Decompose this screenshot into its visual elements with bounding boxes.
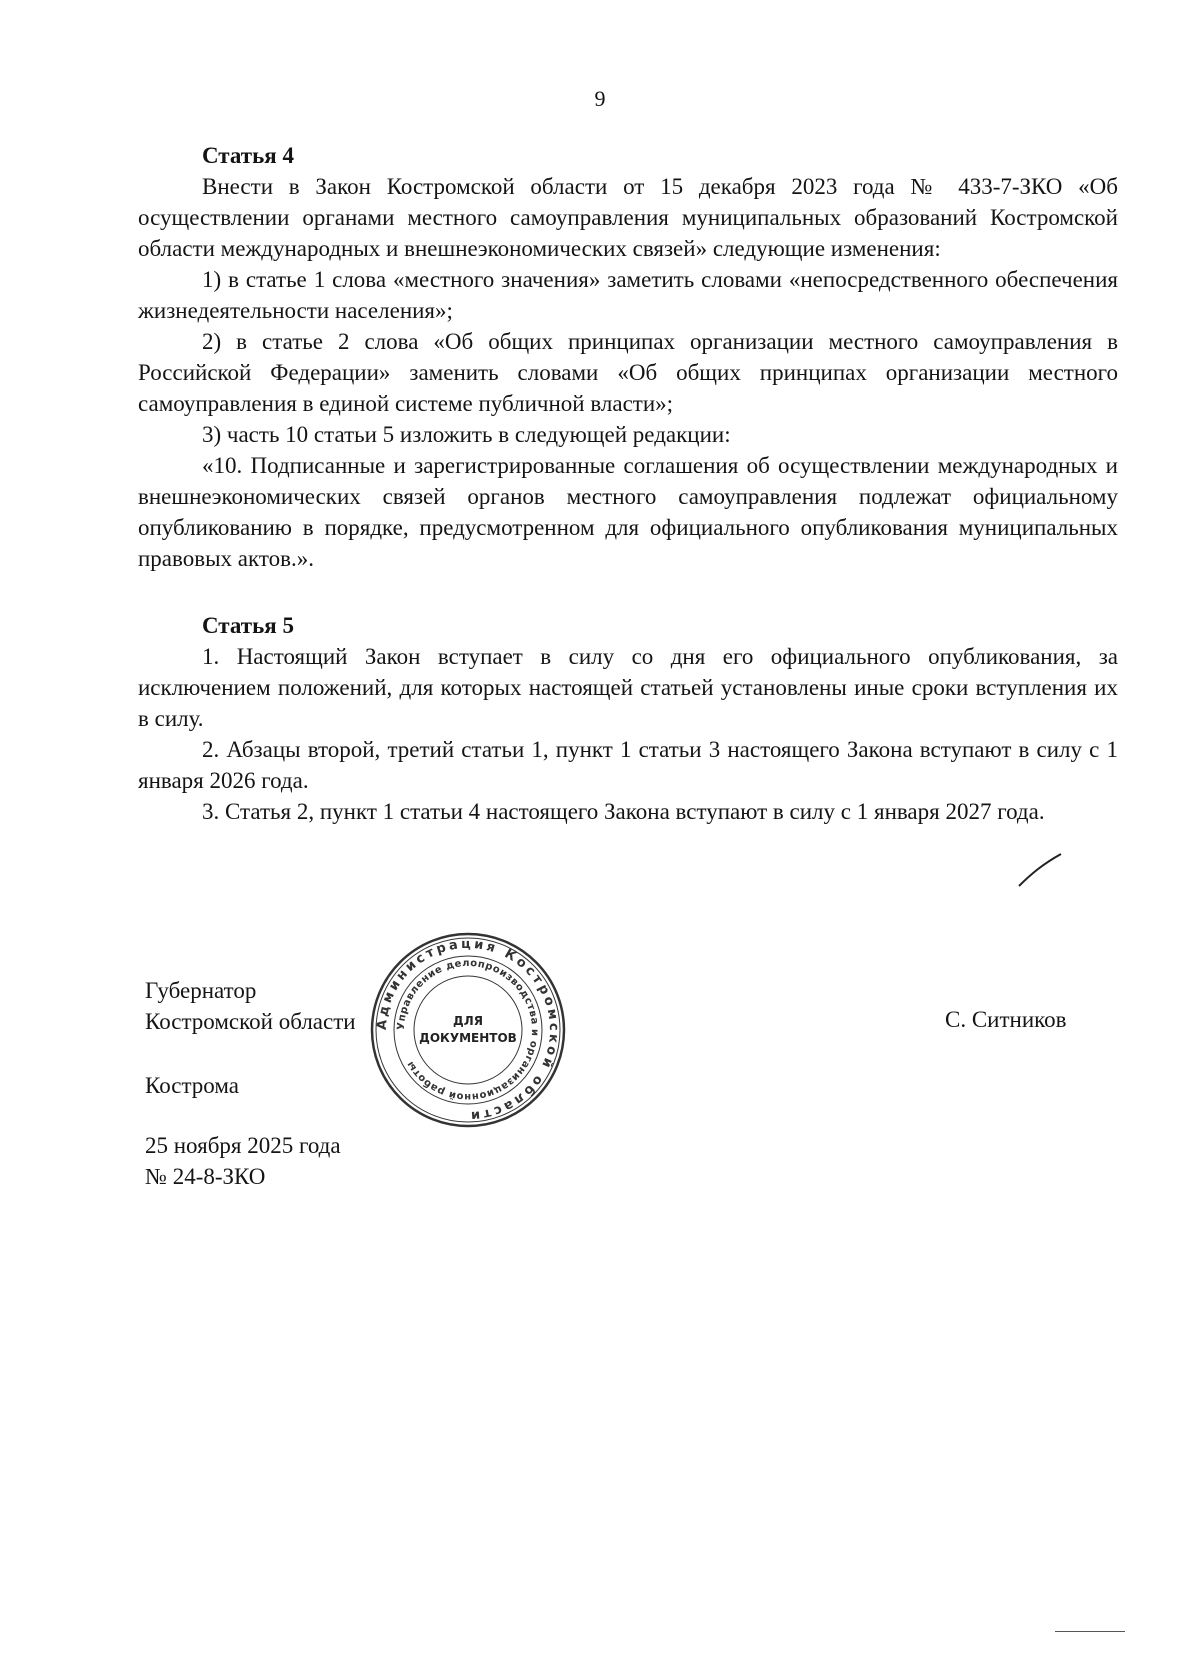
place-of-signing: Кострома	[145, 1073, 239, 1098]
signer-title-line1: Губернатор	[145, 978, 257, 1003]
official-stamp-icon	[368, 930, 568, 1130]
article-5-paragraph: 3. Статья 2, пункт 1 статьи 4 настоящего Закона вступают в силу с 1 января 2027 года.	[202, 799, 1045, 824]
article-4-heading: Статья 4	[202, 143, 294, 168]
article-4-paragraph: Внести в Закон Костромской области от 15 декабря 2023 года № 433-7-ЗКО «Об осуществлении органами местного самоуправления муниципальных образований Костромской области международных и внешнеэкономических связей» следующие изменения:	[138, 174, 1118, 261]
document-body	[138, 140, 1118, 827]
article-5-paragraph: 1. Настоящий Закон вступает в силу со дня его официального опубликования, за исключением положений, для которых настоящей статьей установлены иные сроки вступления их в силу.	[138, 644, 1118, 731]
signature-block	[145, 975, 356, 1037]
article-4-paragraph: «10. Подписанные и зарегистрированные соглашения об осуществлении международных и внешнеэкономических связей органов местного самоуправления подлежат официальному опубликованию в порядке, предусмотренном для официального опубликования муниципальных правовых актов.».	[138, 453, 1118, 571]
law-number: № 24-8-ЗКО	[145, 1164, 266, 1189]
article-4-paragraph: 3) часть 10 статьи 5 изложить в следующей редакции:	[202, 422, 731, 447]
signer-name: С. Ситников	[945, 1007, 1067, 1032]
signer-title-line2: Костромской области	[145, 1009, 356, 1034]
page-number: 9	[594, 86, 606, 111]
signature-check-mark	[1015, 850, 1065, 890]
date-block	[145, 1130, 341, 1192]
stamp-inner-text: Управление делопроизводства и организационной работы	[395, 957, 541, 1103]
footer-divider	[1055, 1631, 1125, 1632]
stamp-center-line2: ДОКУМЕНТОВ	[419, 1031, 517, 1045]
signing-date: 25 ноября 2025 года	[145, 1133, 341, 1158]
stamp-outer-text: Администрация Костромской области	[374, 936, 562, 1124]
article-4-paragraph: 1) в статье 1 слова «местного значения» заметить словами «непосредственного обеспечения жизнедеятельности населения»;	[138, 267, 1118, 323]
article-4-paragraph: 2) в статье 2 слова «Об общих принципах организации местного самоуправления в Российской Федерации» заменить словами «Об общих принципах организации местного самоуправления в единой системе публичной власти»;	[138, 329, 1118, 416]
article-5-heading: Статья 5	[202, 613, 294, 638]
article-5-paragraph: 2. Абзацы второй, третий статьи 1, пункт 1 статьи 3 настоящего Закона вступают в силу с 1 января 2026 года.	[138, 737, 1118, 793]
stamp-center-line1: ДЛЯ	[453, 1014, 483, 1028]
svg-text:Управление делопроизводства и	[396, 958, 540, 1102]
